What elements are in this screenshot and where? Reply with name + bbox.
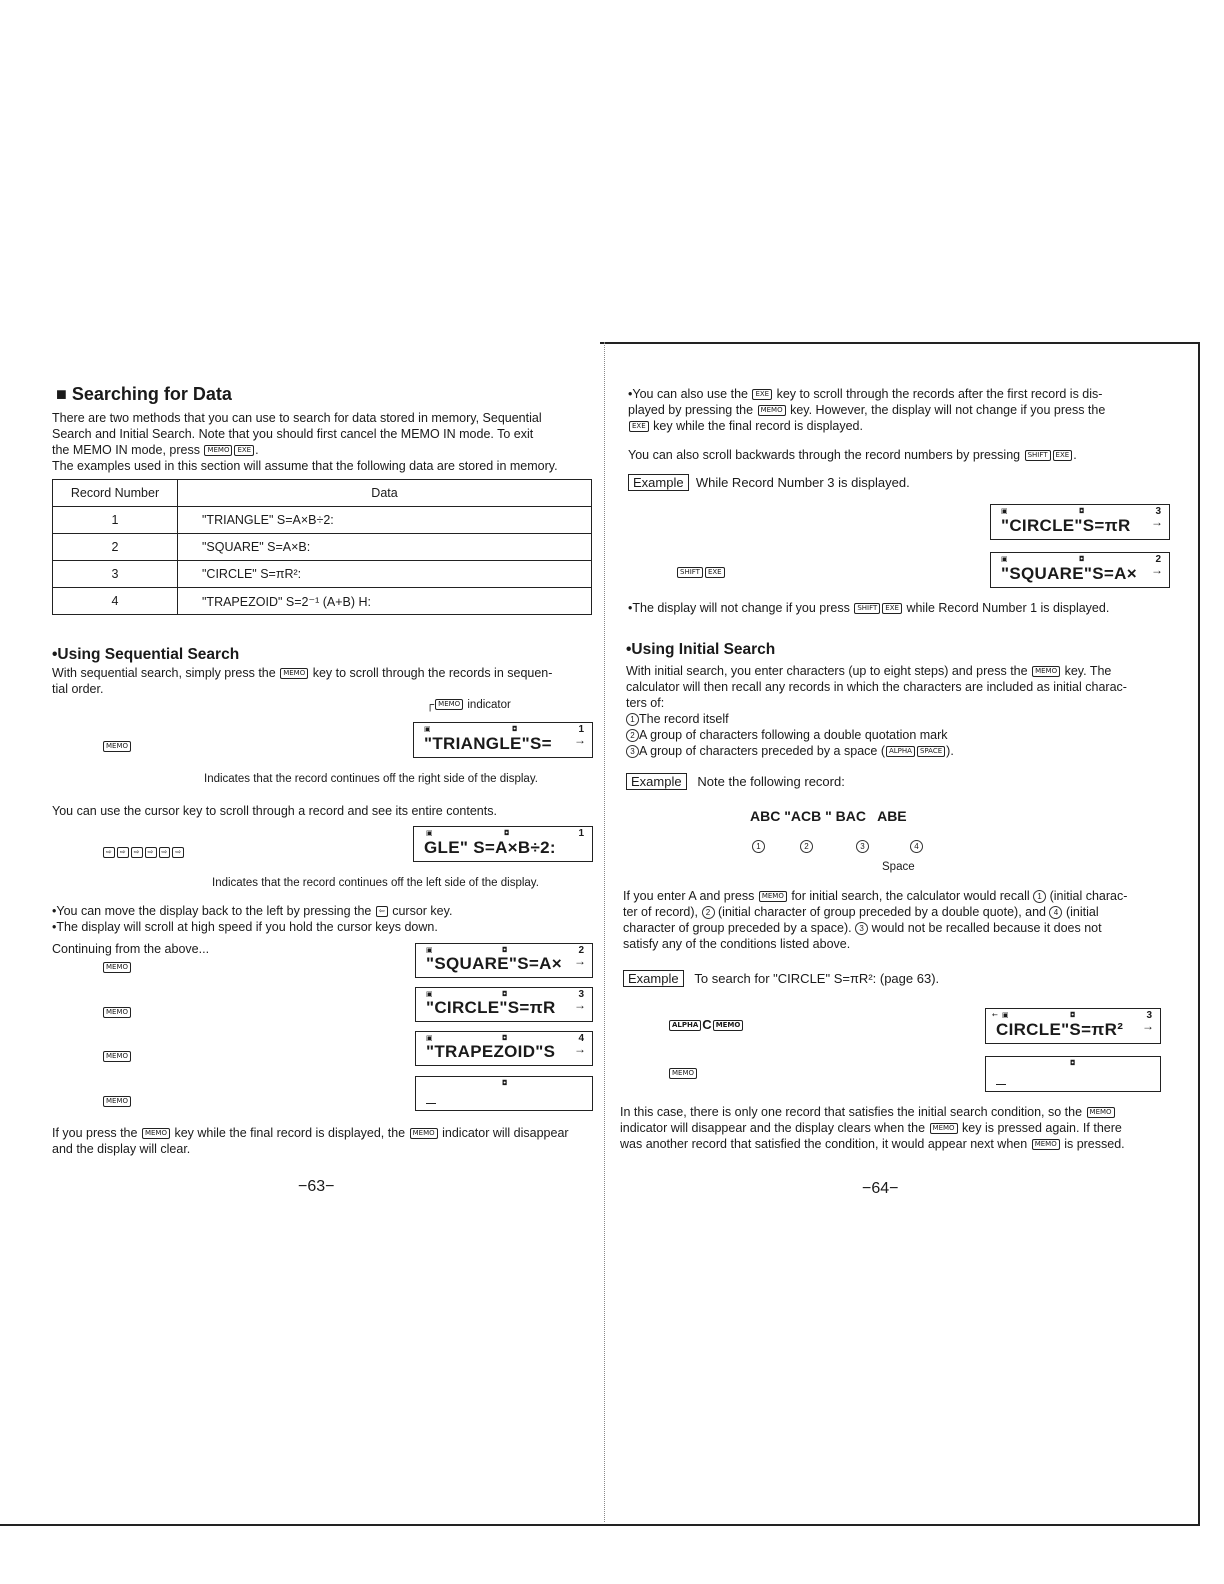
note-bullet-2: •The display will scroll at high speed if you hold the cursor keys down.	[52, 920, 438, 934]
note-bullet-1: •You can move the display back to the left by pressing the ⇦ cursor key.	[52, 904, 453, 918]
right-cursor-key: ⇨	[159, 847, 171, 858]
initial-explanation: If you enter A and press MEMO for initial search, the calculator would recall 1 (initial charac- ter of record), 2 (initial character of group preceded by a double quote), and 4 (initial character of group preceded by a space). 3 would not be recalled because it does not satisfy any of the conditions listed above.	[623, 889, 1128, 951]
header-record-number: Record Number	[53, 480, 178, 507]
display-text: "CIRCLE"S=πR	[1001, 516, 1131, 535]
alpha-c-memo-keys	[668, 1017, 744, 1032]
memo-key: MEMO	[930, 1123, 958, 1134]
exe-key: EXE	[1053, 450, 1073, 461]
exe-scroll-paragraph: •You can also use the EXE key to scroll through the records after the first record is dis- played by pressing the MEMO key. However, the display will not change if you press the EXE key while the final record is displayed.	[628, 387, 1106, 433]
example-label: Example	[628, 474, 689, 491]
d-indicator-icon: ◘	[1070, 1059, 1076, 1067]
memo-key: MEMO	[1032, 1139, 1060, 1150]
intro-line-2: Search and Initial Search. Note that you should first cancel the MEMO IN mode. To exit	[52, 427, 534, 441]
memo-key-press: MEMO	[669, 1068, 697, 1079]
display-cleared	[415, 1076, 593, 1111]
intro-line-3: the MEMO IN mode, press MEMO EXE .	[52, 443, 259, 457]
record-number: 3	[578, 989, 584, 1000]
row-data: "SQUARE" S=A×B:	[178, 534, 592, 561]
d-indicator-icon: ◘	[512, 725, 518, 733]
indicator-pointer-icon: ┌	[426, 699, 435, 711]
memo-indicator-icon: ▣	[1002, 1011, 1009, 1019]
display-text: GLE" S=A×B÷2:	[424, 838, 556, 857]
scroll-notes	[52, 903, 592, 935]
display-text: "SQUARE"S=A×	[426, 954, 562, 973]
circled-4-icon: 4	[910, 840, 923, 853]
display-square	[415, 943, 593, 978]
display-circle	[415, 987, 593, 1022]
display-initial-cleared	[985, 1056, 1161, 1092]
continue-right-arrow-icon: →	[1142, 1019, 1154, 1033]
page-number-left: −63−	[298, 1178, 335, 1195]
display-example-circle	[990, 504, 1170, 540]
intro-paragraph	[52, 410, 592, 474]
initial-line-1: With initial search, you enter characters (up to eight steps) and press the MEMO key. The	[626, 664, 1112, 678]
center-divider	[604, 342, 606, 1522]
intro-line-4: The examples used in this section will assume that the following data are stored in memory.	[52, 459, 558, 473]
memo-key-press: MEMO	[103, 1007, 131, 1018]
row-number: 4	[53, 588, 178, 615]
intro-line-1: There are two methods that you can use to search for data stored in memory, Sequential	[52, 411, 542, 425]
record-number: 2	[1155, 554, 1161, 565]
note-continues-left: Indicates that the record continues off the left side of the display.	[212, 877, 539, 889]
d-indicator-icon: ◘	[1079, 507, 1085, 515]
shift-key: SHIFT	[677, 567, 703, 578]
memo-key: MEMO	[759, 891, 787, 902]
right-top-rule	[600, 342, 1200, 344]
right-cursor-key: ⇨	[117, 847, 129, 858]
memo-indicator-icon: ▣	[426, 946, 433, 954]
title-bullet: ■	[56, 384, 72, 404]
exe-key: EXE	[752, 389, 772, 400]
display-text: CIRCLE"S=πR²	[996, 1020, 1124, 1039]
record-number: 3	[1155, 506, 1161, 517]
continue-right-arrow-icon: →	[574, 733, 586, 747]
memo-indicator-icon: ▣	[426, 829, 433, 837]
row-data: "TRAPEZOID" S=2⁻¹ (A+B) H:	[178, 588, 592, 615]
example-2: Example Note the following record:	[626, 773, 845, 790]
row-number: 2	[53, 534, 178, 561]
left-cursor-key: ⇦	[376, 906, 388, 917]
memo-key: MEMO	[204, 445, 232, 456]
memo-indicator-icon: ▣	[1001, 507, 1008, 515]
initial-item-3: 3 A group of characters preceded by a space ( ALPHA SPACE ).	[626, 743, 1171, 759]
d-indicator-icon: ◘	[1070, 1011, 1076, 1019]
cursor-key-sequence	[102, 844, 185, 862]
memo-indicator-icon: ▣	[1001, 555, 1008, 563]
example-1: Example While Record Number 3 is displayed.	[628, 474, 910, 491]
record-number: 1	[578, 724, 584, 735]
cursor-key-paragraph: You can use the cursor key to scroll through a record and see its entire contents.	[52, 804, 497, 818]
initial-line-2: calculator will then recall any records in which the characters are included as initial charac-	[626, 680, 1127, 694]
note-continues-right: Indicates that the record continues off the right side of the display.	[204, 773, 538, 785]
display-text: "TRIANGLE"S=	[424, 734, 552, 753]
circled-1-icon: 1	[1033, 890, 1046, 903]
example-label: Example	[623, 970, 684, 987]
row-number: 1	[53, 507, 178, 534]
memo-indicator-icon: ▣	[426, 990, 433, 998]
c-letter: C	[702, 1017, 712, 1032]
memo-key-press: MEMO	[103, 741, 131, 752]
display-initial-circle	[985, 1008, 1161, 1044]
d-indicator-icon: ◘	[502, 1034, 508, 1042]
display-trapezoid	[415, 1031, 593, 1066]
continue-right-arrow-icon: →	[1151, 563, 1163, 577]
exe-key: EXE	[629, 421, 649, 432]
circled-1-icon: 1	[752, 840, 765, 853]
display-text: "CIRCLE"S=πR	[426, 998, 556, 1017]
cursor-underline	[996, 1084, 1006, 1085]
header-data: Data	[178, 480, 592, 507]
space-label: Space	[882, 861, 915, 873]
table-row	[53, 534, 592, 561]
continue-right-arrow-icon: →	[574, 998, 586, 1012]
alpha-key: ALPHA	[669, 1020, 701, 1031]
memo-indicator-icon: ▣	[426, 1034, 433, 1042]
left-arrow-indicator-icon: ←	[992, 1011, 998, 1019]
memo-key-press: MEMO	[103, 1096, 131, 1107]
continue-right-arrow-icon: →	[574, 1042, 586, 1056]
continuing-label: Continuing from the above...	[52, 942, 210, 956]
memo-key: MEMO	[713, 1020, 744, 1031]
shift-key: SHIFT	[1025, 450, 1051, 461]
example-3: Example To search for "CIRCLE" S=πR²: (page 63).	[623, 970, 939, 987]
row-number: 3	[53, 561, 178, 588]
table-row	[53, 561, 592, 588]
shift-key: SHIFT	[854, 603, 880, 614]
record-number: 3	[1146, 1010, 1152, 1021]
circled-2-icon: 2	[800, 840, 813, 853]
initial-line-3: ters of:	[626, 696, 665, 710]
record-sample: ABC "ACB " BAC ABE	[750, 808, 907, 824]
circled-2-icon: 2	[626, 729, 639, 742]
initial-intro	[626, 663, 1171, 759]
display-example-square	[990, 552, 1170, 588]
display-triangle	[413, 722, 593, 758]
d-indicator-icon: ◘	[502, 946, 508, 954]
memo-key-press: MEMO	[103, 962, 131, 973]
initial-search-heading: •Using Initial Search	[626, 641, 776, 658]
initial-item-2: 2 A group of characters following a double quotation mark	[626, 727, 1171, 743]
shift-exe-keys	[676, 564, 726, 582]
exe-key: EXE	[234, 445, 254, 456]
memo-key: MEMO	[142, 1128, 170, 1139]
record-markers	[752, 826, 952, 856]
record-table	[52, 479, 592, 615]
right-side-rule	[1198, 342, 1200, 1526]
memo-key: MEMO	[758, 405, 786, 416]
initial-final-note: In this case, there is only one record that satisfies the initial search condition, so the MEMO indicator will disappear and the display clears when the MEMO key is pressed again. If there was another record that satisfied the condition, it would appear next when MEMO is pressed.	[620, 1105, 1125, 1151]
alpha-key: ALPHA	[886, 746, 915, 757]
table-row	[53, 507, 592, 534]
row-data: "CIRCLE" S=πR²:	[178, 561, 592, 588]
circled-3-icon: 3	[855, 922, 868, 935]
sequential-search-heading: •Using Sequential Search	[52, 646, 240, 663]
record-number: 2	[578, 945, 584, 956]
right-cursor-key: ⇨	[172, 847, 184, 858]
continue-right-arrow-icon: →	[1151, 515, 1163, 529]
page-bottom-rule	[0, 1524, 1200, 1526]
right-cursor-key: ⇨	[145, 847, 157, 858]
right-cursor-key: ⇨	[103, 847, 115, 858]
exe-key: EXE	[705, 567, 725, 578]
continue-right-arrow-icon: →	[574, 954, 586, 968]
example-label: Example	[626, 773, 687, 790]
display-scrolled	[413, 826, 593, 862]
page-title: ■ Searching for Data	[56, 384, 232, 404]
table-row	[53, 588, 592, 615]
d-indicator-icon: ◘	[1079, 555, 1085, 563]
memo-indicator-icon: ▣	[424, 725, 431, 733]
memo-key: MEMO	[1087, 1107, 1115, 1118]
d-indicator-icon: ◘	[502, 1079, 508, 1087]
cursor-underline	[426, 1103, 436, 1104]
row-data: "TRIANGLE" S=A×B÷2:	[178, 507, 592, 534]
memo-key-press: MEMO	[103, 1051, 131, 1062]
circled-4-icon: 4	[1049, 906, 1062, 919]
circled-3-icon: 3	[626, 745, 639, 758]
initial-item-1: 1 The record itself	[626, 711, 1171, 727]
exe-key: EXE	[882, 603, 902, 614]
record-number: 4	[578, 1033, 584, 1044]
final-record-note: If you press the MEMO key while the final record is displayed, the MEMO indicator will disappear and the display will clear.	[52, 1126, 569, 1156]
right-cursor-key: ⇨	[131, 847, 143, 858]
circled-3-icon: 3	[856, 840, 869, 853]
memo-indicator-label: ┌ MEMO indicator	[426, 699, 511, 711]
d-indicator-icon: ◘	[504, 829, 510, 837]
display-text: "SQUARE"S=A×	[1001, 564, 1137, 583]
sequential-intro: With sequential search, simply press the MEMO key to scroll through the records in sequen- tial order.	[52, 666, 553, 696]
record-number: 1	[578, 828, 584, 839]
d-indicator-icon: ◘	[502, 990, 508, 998]
scroll-backwards-paragraph: You can also scroll backwards through the record numbers by pressing SHIFT EXE .	[628, 448, 1077, 462]
memo-key: MEMO	[410, 1128, 438, 1139]
memo-key: MEMO	[280, 668, 308, 679]
memo-key: MEMO	[435, 699, 463, 710]
memo-key: MEMO	[1032, 666, 1060, 677]
table-header-row	[53, 480, 592, 507]
space-key: SPACE	[917, 746, 945, 757]
circled-1-icon: 1	[626, 713, 639, 726]
circled-2-icon: 2	[702, 906, 715, 919]
page-number-right: −64−	[862, 1180, 899, 1197]
no-change-note: •The display will not change if you press SHIFT EXE while Record Number 1 is displayed.	[628, 601, 1110, 615]
display-text: "TRAPEZOID"S	[426, 1042, 556, 1061]
